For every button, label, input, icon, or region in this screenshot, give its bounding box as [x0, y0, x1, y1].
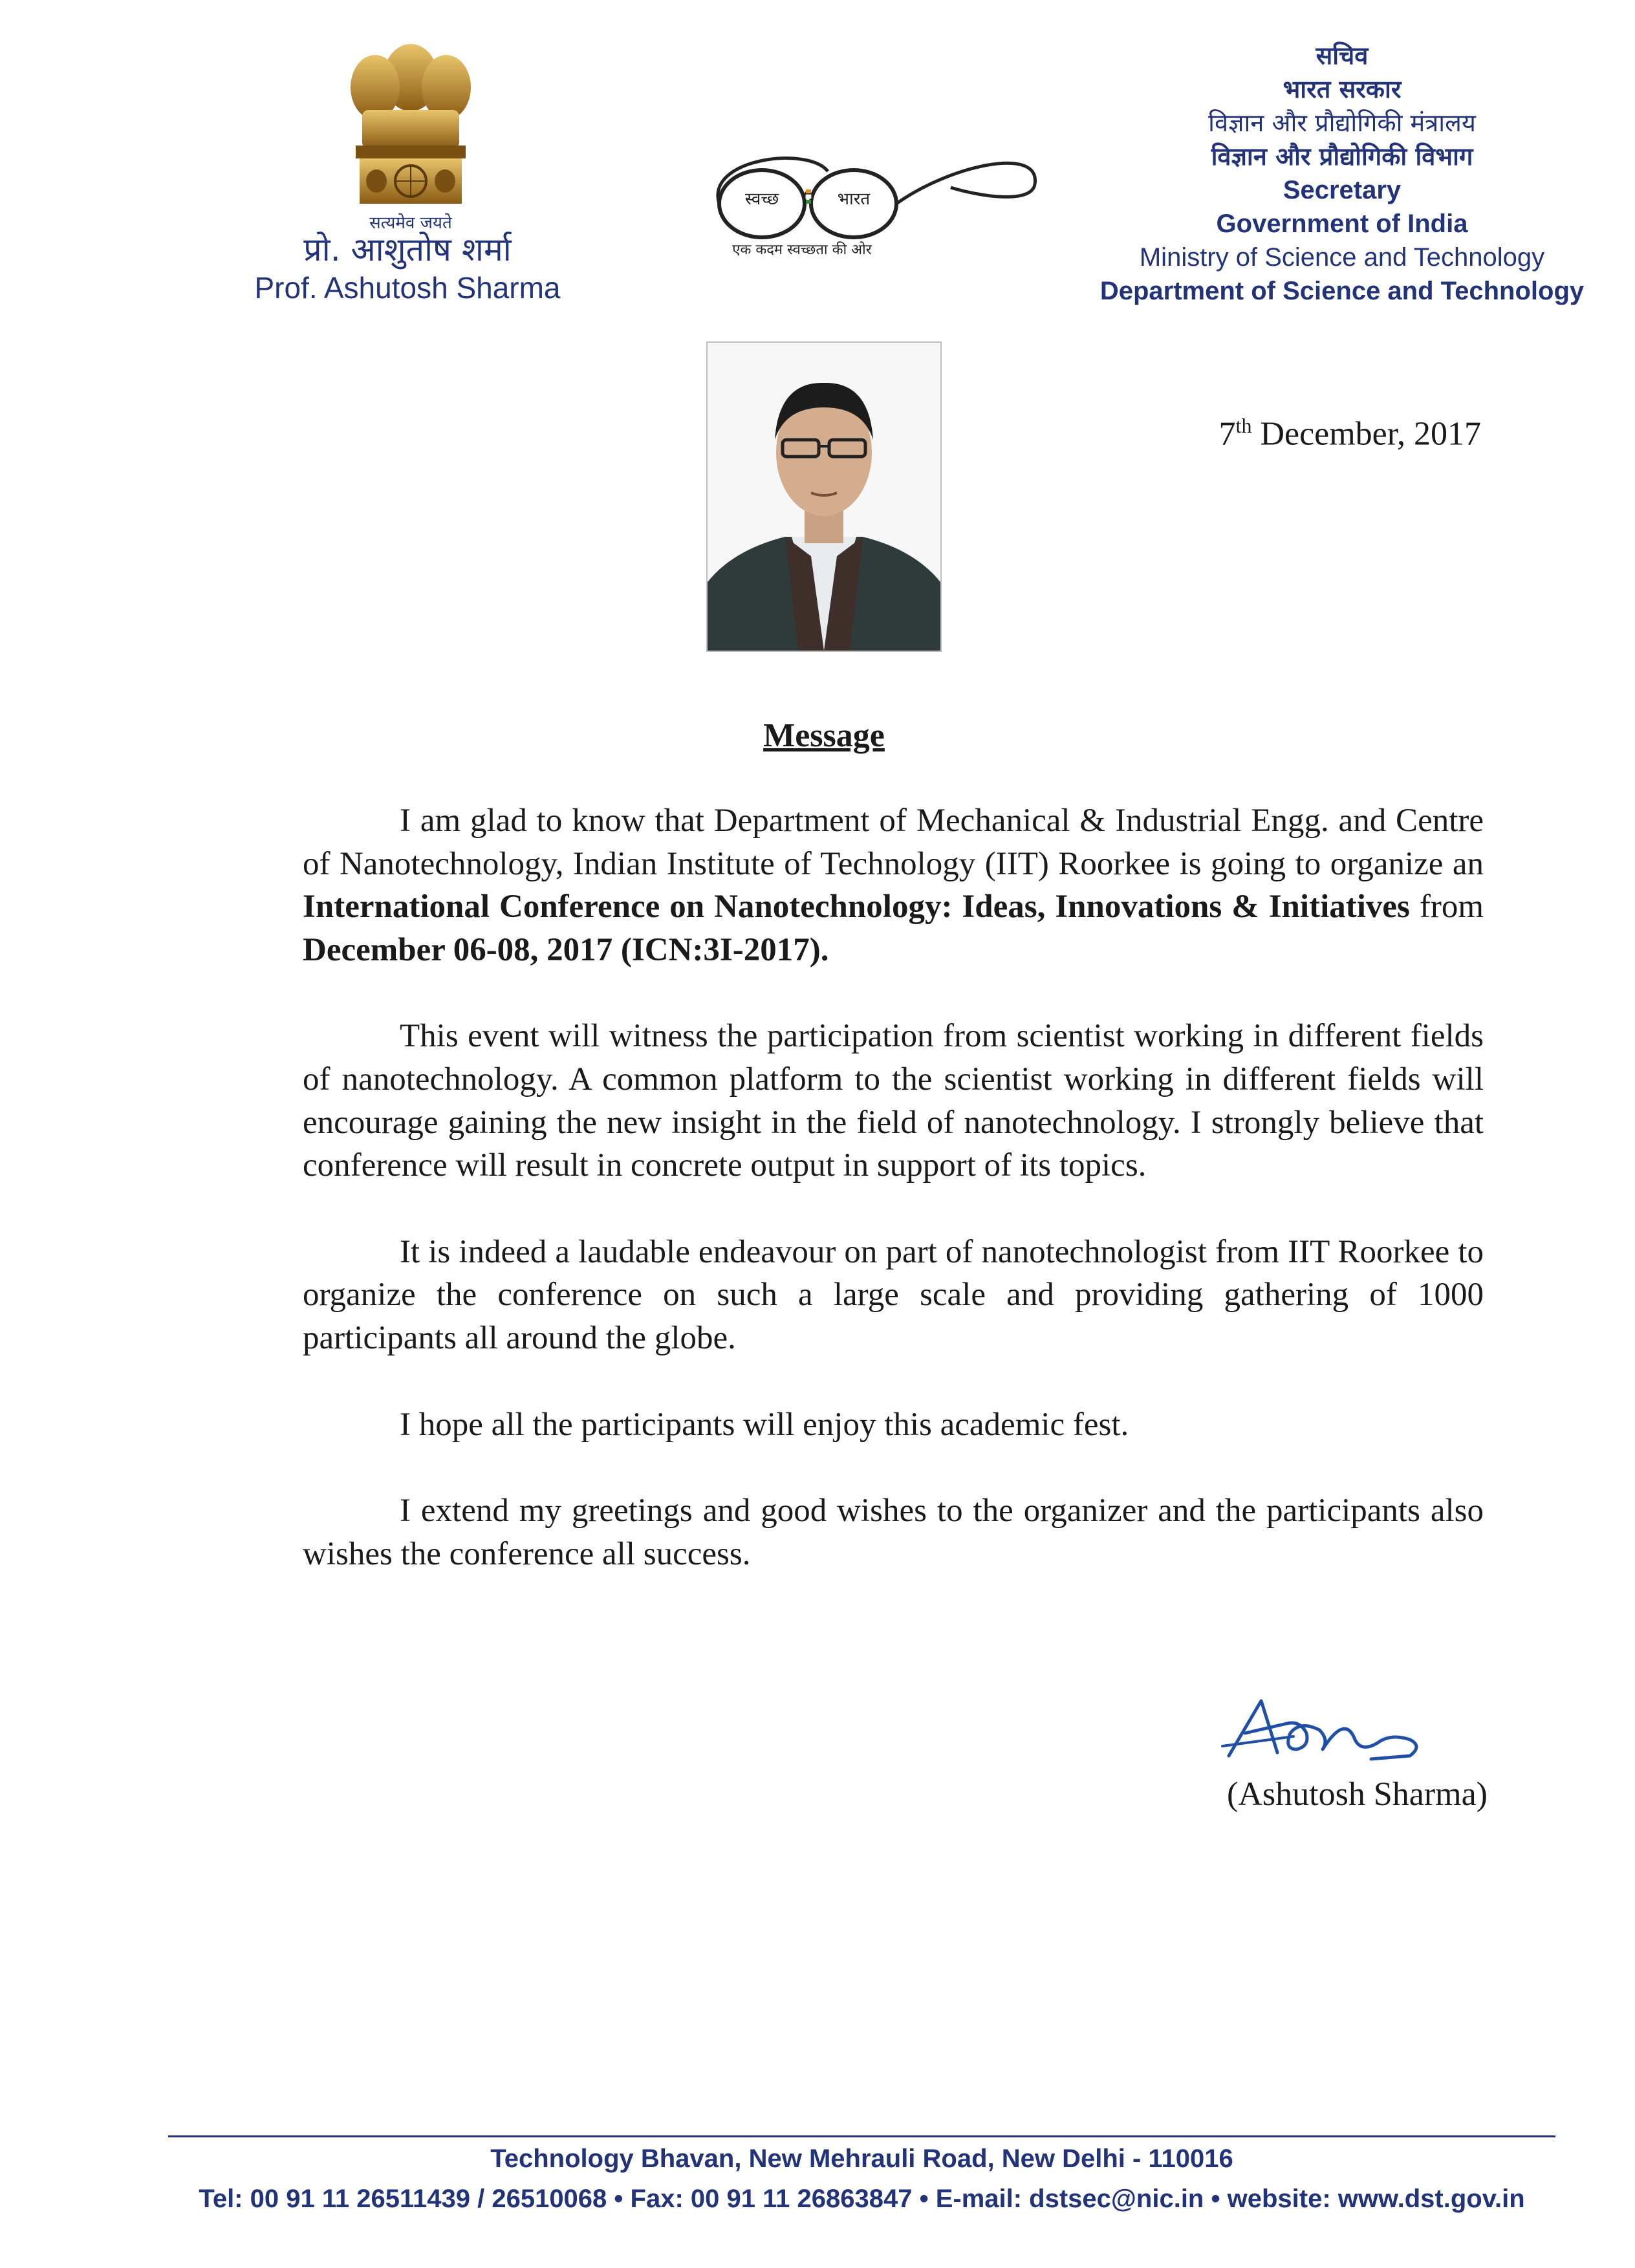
conference-dates: December 06-08, 2017 (ICN:3I-2017).	[303, 931, 829, 968]
sender-name-hindi: प्रो. आशुतोष शर्मा	[303, 231, 512, 268]
message-paragraph-2: This event will witness the participation from scientist working in different fields of nanotechnology. A common platform to the scientist working in different fields will encourage gaining the new insight in the field of nanotechnology. I strongly believe that conference will result in concrete output in support of its topics.	[303, 1018, 1484, 1184]
message-paragraph-4: I hope all the participants will enjoy this academic fest.	[400, 1406, 1129, 1443]
sender-name-english: Prof. Ashutosh Sharma	[254, 271, 561, 305]
message-title: Message	[763, 717, 885, 754]
date-day: 7	[1218, 415, 1236, 453]
footer-contact: Tel: 00 91 11 26511439 / 26510068 • Fax: 00 91 11 26863847 • E-mail: dstsec@nic.in • website: www.dst.gov.in	[199, 2185, 1525, 2213]
government-english: Government of India	[1216, 210, 1468, 238]
department-hindi: विज्ञान और प्रौद्योगिकी विभाग	[1211, 142, 1473, 171]
date-rest: December, 2017	[1251, 415, 1481, 453]
portrait-photo	[706, 341, 942, 652]
swachh-logo-right-text: भारत	[837, 189, 871, 209]
message-paragraph-5: I extend my greetings and good wishes to the organizer and the participants also wishes the conference all success.	[303, 1493, 1484, 1572]
government-hindi: भारत सरकार	[1283, 75, 1402, 103]
emblem-motto: सत्यमेव जयते	[369, 213, 452, 233]
office-header	[1035, 39, 1635, 308]
p1-text-a: I am glad to know that Department of Mechanical & Industrial Engg. and Centre of Nanotechnology, Indian Institute of Technology (IIT) Roorkee is going to organize an	[303, 803, 1484, 882]
office-title-hindi: सचिव	[1316, 41, 1369, 70]
p1-text-c: from	[1409, 889, 1484, 925]
handwritten-signature-icon	[1216, 1694, 1436, 1766]
date-suffix: th	[1235, 414, 1252, 437]
footer-divider	[168, 2135, 1555, 2137]
swachh-logo-left-text: स्वच्छ	[744, 189, 779, 209]
message-paragraph-3: It is indeed a laudable endeavour on part of nanotechnologist from IIT Roorkee to organize the conference on such a large scale and providing gathering of 1000 participants all around the globe.	[303, 1233, 1484, 1356]
ministry-hindi: विज्ञान और प्रौद्योगिकी मंत्रालय	[1208, 109, 1476, 137]
conference-name: International Conference on Nanotechnology: Ideas, Innovations & Initiatives	[303, 889, 1410, 925]
message-body	[303, 799, 1484, 1575]
department-english: Department of Science and Technology	[1099, 277, 1585, 305]
swachh-tagline: एक कदम स्वच्छता की ओर	[732, 242, 872, 258]
national-emblem-icon	[336, 26, 485, 220]
footer-address: Technology Bhavan, New Mehrauli Road, New Delhi - 110016	[490, 2144, 1233, 2173]
signatory-name: (Ashutosh Sharma)	[1227, 1776, 1488, 1813]
letter-date	[1099, 414, 1481, 453]
ministry-english: Ministry of Science and Technology	[1139, 243, 1545, 272]
message-paragraph-1	[303, 799, 1484, 971]
office-title-english: Secretary	[1283, 176, 1402, 204]
portrait-image-icon	[708, 343, 940, 651]
